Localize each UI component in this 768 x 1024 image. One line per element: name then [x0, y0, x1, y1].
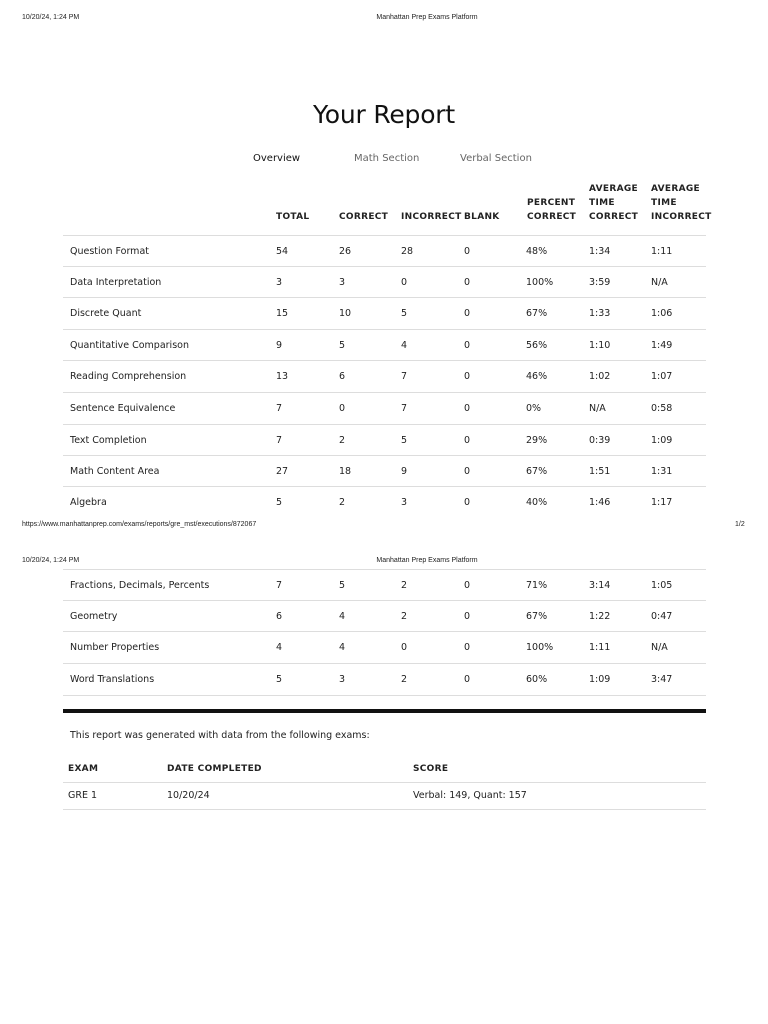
- cell-correct: 5: [339, 340, 346, 351]
- cell-avg-time-correct: 1:34: [589, 246, 611, 257]
- cell-avg-time-incorrect: 1:09: [651, 435, 673, 446]
- cell-blank: 0: [464, 403, 471, 414]
- section-divider: [63, 709, 706, 713]
- row-label: Text Completion: [70, 435, 147, 446]
- table-row: [63, 663, 706, 696]
- cell-incorrect: 2: [401, 674, 408, 685]
- row-label: Math Content Area: [70, 466, 160, 477]
- cell-percent-correct: 60%: [526, 674, 548, 685]
- cell-total: 5: [276, 674, 283, 685]
- cell-incorrect: 2: [401, 580, 408, 591]
- row-label: Fractions, Decimals, Percents: [70, 580, 210, 591]
- cell-total: 27: [276, 466, 289, 477]
- tab-verbal-section[interactable]: Verbal Section: [460, 153, 532, 164]
- cell-avg-time-correct: 3:59: [589, 277, 611, 288]
- cell-blank: 0: [464, 277, 471, 288]
- table-row: [63, 455, 706, 487]
- cell-avg-time-incorrect: N/A: [651, 277, 668, 288]
- cell-correct: 3: [339, 277, 346, 288]
- cell-blank: 0: [464, 580, 471, 591]
- cell-avg-time-correct: N/A: [589, 403, 606, 414]
- cell-blank: 0: [464, 611, 471, 622]
- cell-percent-correct: 40%: [526, 497, 548, 508]
- cell-incorrect: 0: [401, 277, 408, 288]
- table-row: [63, 235, 706, 267]
- cell-correct: 4: [339, 642, 346, 653]
- cell-correct: 18: [339, 466, 352, 477]
- cell-percent-correct: 48%: [526, 246, 548, 257]
- cell-percent-correct: 100%: [526, 277, 554, 288]
- row-label: Algebra: [70, 497, 107, 508]
- tab-overview[interactable]: Overview: [253, 153, 301, 164]
- cell-percent-correct: 67%: [526, 611, 548, 622]
- cell-blank: 0: [464, 497, 471, 508]
- cell-percent-correct: 71%: [526, 580, 548, 591]
- cell-incorrect: 3: [401, 497, 408, 508]
- col-header-correct: CORRECT: [339, 212, 389, 222]
- exam-source-note: This report was generated with data from the following exams:: [70, 730, 370, 741]
- row-label: Quantitative Comparison: [70, 340, 189, 351]
- print-datetime-page2: 10/20/24, 1:24 PM: [22, 557, 80, 564]
- cell-avg-time-incorrect: 1:06: [651, 308, 673, 319]
- row-label: Sentence Equivalence: [70, 403, 176, 414]
- cell-incorrect: 5: [401, 308, 408, 319]
- col-header-avg-time-correct: AVERAGE TIME CORRECT: [589, 184, 639, 222]
- cell-incorrect: 7: [401, 403, 408, 414]
- cell-avg-time-correct: 1:46: [589, 497, 611, 508]
- cell-correct: 2: [339, 497, 346, 508]
- cell-avg-time-incorrect: 0:47: [651, 611, 673, 622]
- cell-correct: 0: [339, 403, 346, 414]
- exam-col-header-date: DATE COMPLETED: [167, 764, 262, 774]
- row-label: Geometry: [70, 611, 118, 622]
- print-url: https://www.manhattanprep.com/exams/reports/gre_mst/executions/872067: [22, 521, 257, 528]
- cell-incorrect: 5: [401, 435, 408, 446]
- cell-blank: 0: [464, 435, 471, 446]
- row-label: Discrete Quant: [70, 308, 142, 319]
- cell-total: 6: [276, 611, 283, 622]
- cell-blank: 0: [464, 466, 471, 477]
- row-label: Number Properties: [70, 642, 160, 653]
- table-row: [63, 631, 706, 663]
- cell-avg-time-incorrect: 1:11: [651, 246, 673, 257]
- cell-percent-correct: 100%: [526, 642, 554, 653]
- cell-avg-time-incorrect: 1:17: [651, 497, 673, 508]
- cell-correct: 4: [339, 611, 346, 622]
- cell-correct: 26: [339, 246, 352, 257]
- table-row: [63, 297, 706, 329]
- tab-math-section[interactable]: Math Section: [354, 153, 420, 164]
- print-datetime: 10/20/24, 1:24 PM: [22, 14, 80, 21]
- cell-incorrect: 9: [401, 466, 408, 477]
- cell-percent-correct: 46%: [526, 371, 548, 382]
- cell-total: 7: [276, 580, 283, 591]
- print-site-title: Manhattan Prep Exams Platform: [376, 14, 478, 21]
- cell-blank: 0: [464, 340, 471, 351]
- cell-avg-time-incorrect: 0:58: [651, 403, 673, 414]
- cell-avg-time-correct: 1:09: [589, 674, 611, 685]
- cell-avg-time-incorrect: 1:31: [651, 466, 673, 477]
- col-header-avg-time-incorrect: AVERAGE TIME INCORRECT: [651, 184, 712, 222]
- cell-blank: 0: [464, 642, 471, 653]
- table-row: [63, 600, 706, 632]
- cell-total: 13: [276, 371, 289, 382]
- cell-incorrect: 0: [401, 642, 408, 653]
- cell-avg-time-incorrect: 1:07: [651, 371, 673, 382]
- cell-total: 15: [276, 308, 289, 319]
- cell-total: 54: [276, 246, 289, 257]
- cell-correct: 3: [339, 674, 346, 685]
- col-header-incorrect: INCORRECT: [401, 212, 462, 222]
- cell-correct: 2: [339, 435, 346, 446]
- exam-row: [63, 782, 706, 810]
- cell-total: 4: [276, 642, 283, 653]
- cell-incorrect: 2: [401, 611, 408, 622]
- cell-correct: 10: [339, 308, 352, 319]
- cell-percent-correct: 67%: [526, 466, 548, 477]
- cell-total: 7: [276, 435, 283, 446]
- cell-correct: 5: [339, 580, 346, 591]
- cell-avg-time-correct: 1:10: [589, 340, 611, 351]
- cell-total: 3: [276, 277, 283, 288]
- print-site-title-page2: Manhattan Prep Exams Platform: [376, 557, 478, 564]
- exam-col-header-exam: EXAM: [68, 764, 99, 774]
- cell-percent-correct: 56%: [526, 340, 548, 351]
- table-row: [63, 266, 706, 298]
- cell-percent-correct: 29%: [526, 435, 548, 446]
- exam-name: GRE 1: [68, 790, 98, 801]
- table-row: [63, 329, 706, 361]
- row-label: Reading Comprehension: [70, 371, 187, 382]
- cell-blank: 0: [464, 308, 471, 319]
- cell-incorrect: 28: [401, 246, 414, 257]
- print-page-number: 1/2: [735, 521, 745, 528]
- cell-avg-time-incorrect: N/A: [651, 642, 668, 653]
- row-label: Data Interpretation: [70, 277, 162, 288]
- cell-total: 9: [276, 340, 283, 351]
- cell-blank: 0: [464, 674, 471, 685]
- cell-avg-time-correct: 1:02: [589, 371, 611, 382]
- cell-avg-time-correct: 0:39: [589, 435, 611, 446]
- cell-avg-time-incorrect: 1:49: [651, 340, 673, 351]
- col-header-percent-correct: PERCENT CORRECT: [527, 198, 577, 222]
- exam-col-header-score: SCORE: [413, 764, 449, 774]
- table-row: [63, 392, 706, 424]
- row-label: Question Format: [70, 246, 149, 257]
- cell-percent-correct: 67%: [526, 308, 548, 319]
- col-header-total: TOTAL: [276, 212, 310, 222]
- cell-incorrect: 7: [401, 371, 408, 382]
- cell-avg-time-incorrect: 1:05: [651, 580, 673, 591]
- cell-percent-correct: 0%: [526, 403, 542, 414]
- table-row: [63, 424, 706, 456]
- cell-avg-time-correct: 1:33: [589, 308, 611, 319]
- table-row: [63, 569, 706, 601]
- cell-blank: 0: [464, 246, 471, 257]
- cell-total: 7: [276, 403, 283, 414]
- table-row: [63, 360, 706, 392]
- cell-avg-time-correct: 1:51: [589, 466, 611, 477]
- cell-avg-time-correct: 3:14: [589, 580, 611, 591]
- table-row: [63, 486, 706, 518]
- cell-avg-time-incorrect: 3:47: [651, 674, 673, 685]
- page-title: Your Report: [313, 100, 455, 129]
- cell-total: 5: [276, 497, 283, 508]
- col-header-blank: BLANK: [464, 212, 500, 222]
- cell-correct: 6: [339, 371, 346, 382]
- exam-score: Verbal: 149, Quant: 157: [413, 790, 527, 801]
- cell-avg-time-correct: 1:22: [589, 611, 611, 622]
- cell-blank: 0: [464, 371, 471, 382]
- cell-avg-time-correct: 1:11: [589, 642, 611, 653]
- exam-date: 10/20/24: [167, 790, 210, 801]
- row-label: Word Translations: [70, 674, 155, 685]
- cell-incorrect: 4: [401, 340, 408, 351]
